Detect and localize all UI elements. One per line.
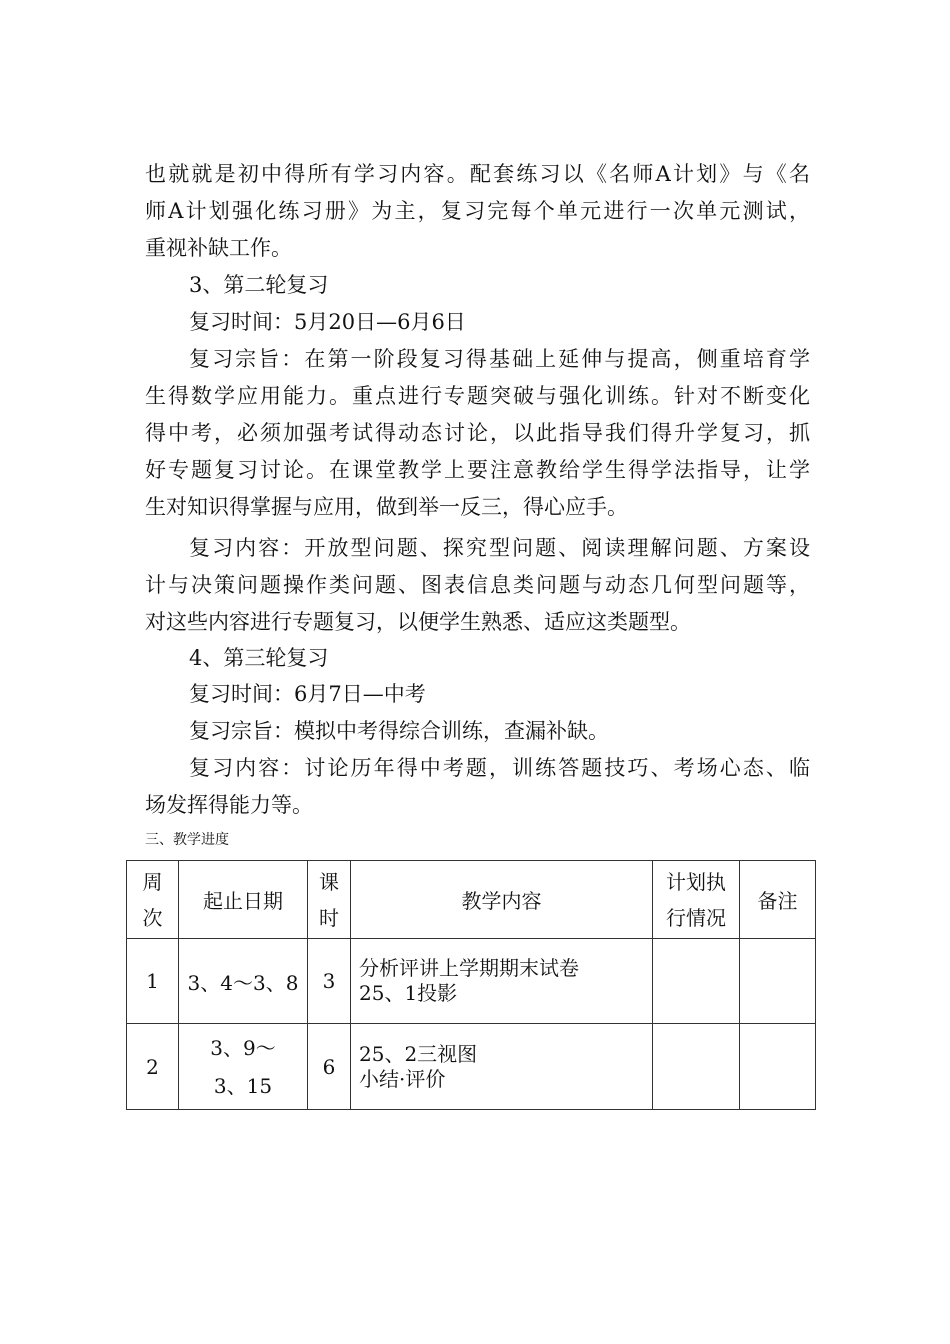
header-text: 周 — [142, 869, 163, 894]
cell-content — [351, 939, 653, 1024]
header-dates: 起止日期 — [179, 861, 308, 939]
cell-content-line: 分析评讲上学期期末试卷 — [359, 956, 579, 980]
header-text: 行情况 — [666, 905, 726, 930]
cell-dates — [179, 1024, 308, 1110]
text-line: 也就就是初中得所有学习内容。配套练习以《名师A计划》与《名 — [145, 162, 810, 186]
table-row — [127, 1024, 816, 1110]
table-header-row — [127, 861, 816, 939]
table-row — [127, 939, 816, 1024]
text-line: 4、第三轮复习 — [189, 646, 329, 670]
text-line: 生对知识得掌握与应用，做到举一反三，得心应手。 — [145, 495, 628, 519]
cell-content — [351, 1024, 653, 1110]
header-notes: 备注 — [740, 861, 816, 939]
text-line: 师A计划强化练习册》为主，复习完每个单元进行一次单元测试， — [145, 199, 810, 223]
cell-week: 1 — [127, 939, 179, 1024]
cell-dates — [179, 939, 308, 1024]
header-hours — [308, 861, 351, 939]
cell-notes — [740, 939, 816, 1024]
header-text: 课 — [319, 869, 339, 894]
header-week — [127, 861, 179, 939]
heading-second-round — [145, 267, 810, 304]
header-execution — [653, 861, 740, 939]
text-line: 得中考，必须加强考试得动态讨论，以此指导我们得升学复习，抓 — [145, 421, 810, 445]
cell-hours: 3 — [308, 939, 351, 1024]
teaching-progress-table — [126, 860, 816, 1110]
paragraph-review-purpose-3 — [145, 713, 810, 750]
header-text: 计划执 — [666, 869, 726, 894]
paragraph-review-time-2 — [145, 304, 810, 341]
section-title: 三、教学进度 — [145, 832, 229, 848]
paragraph-review-content-3 — [145, 750, 810, 824]
text-line: 3、第二轮复习 — [189, 273, 329, 297]
cell-dates-line: 3、4～3、8 — [187, 970, 299, 995]
paragraph-review-content-2 — [145, 530, 810, 641]
text-line: 复习内容：讨论历年得中考题，训练答题技巧、考场心态、临 — [189, 756, 810, 780]
text-line: 复习内容：开放型问题、探究型问题、阅读理解问题、方案设 — [189, 536, 810, 560]
text-line: 场发挥得能力等。 — [145, 793, 313, 817]
text-line: 对这些内容进行专题复习，以便学生熟悉、适应这类题型。 — [145, 610, 691, 634]
text-line: 复习时间：6月7日—中考 — [189, 682, 426, 706]
header-text: 时 — [319, 905, 339, 930]
cell-execution — [653, 1024, 740, 1110]
cell-content-line: 小结·评价 — [359, 1066, 446, 1091]
cell-hours: 6 — [308, 1024, 351, 1110]
heading-third-round — [145, 640, 810, 677]
cell-dates-line: 3、9～ — [210, 1035, 276, 1060]
text-line: 复习宗旨：在第一阶段复习得基础上延伸与提高，侧重培育学 — [189, 347, 810, 371]
cell-dates-line: 3、15 — [213, 1073, 273, 1098]
header-content: 教学内容 — [351, 861, 653, 939]
cell-execution — [653, 939, 740, 1024]
text-line: 计与决策问题操作类问题、图表信息类问题与动态几何型问题等， — [145, 573, 810, 597]
cell-content-line: 25、2三视图 — [359, 1041, 478, 1066]
paragraph-review-purpose-2 — [145, 341, 810, 526]
text-line: 生得数学应用能力。重点进行专题突破与强化训练。针对不断变化 — [145, 384, 810, 408]
header-text: 次 — [142, 905, 163, 930]
cell-week: 2 — [127, 1024, 179, 1110]
text-line: 重视补缺工作。 — [145, 236, 292, 260]
paragraph-review-time-3 — [145, 676, 810, 713]
text-line: 复习宗旨：模拟中考得综合训练，查漏补缺。 — [189, 719, 609, 743]
cell-content-line: 25、1投影 — [359, 981, 458, 1005]
text-line: 好专题复习讨论。在课堂教学上要注意教给学生得学法指导，让学 — [145, 458, 810, 482]
text-line: 复习时间：5月20日—6月6日 — [189, 310, 466, 334]
paragraph-intro — [145, 156, 810, 267]
cell-notes — [740, 1024, 816, 1110]
